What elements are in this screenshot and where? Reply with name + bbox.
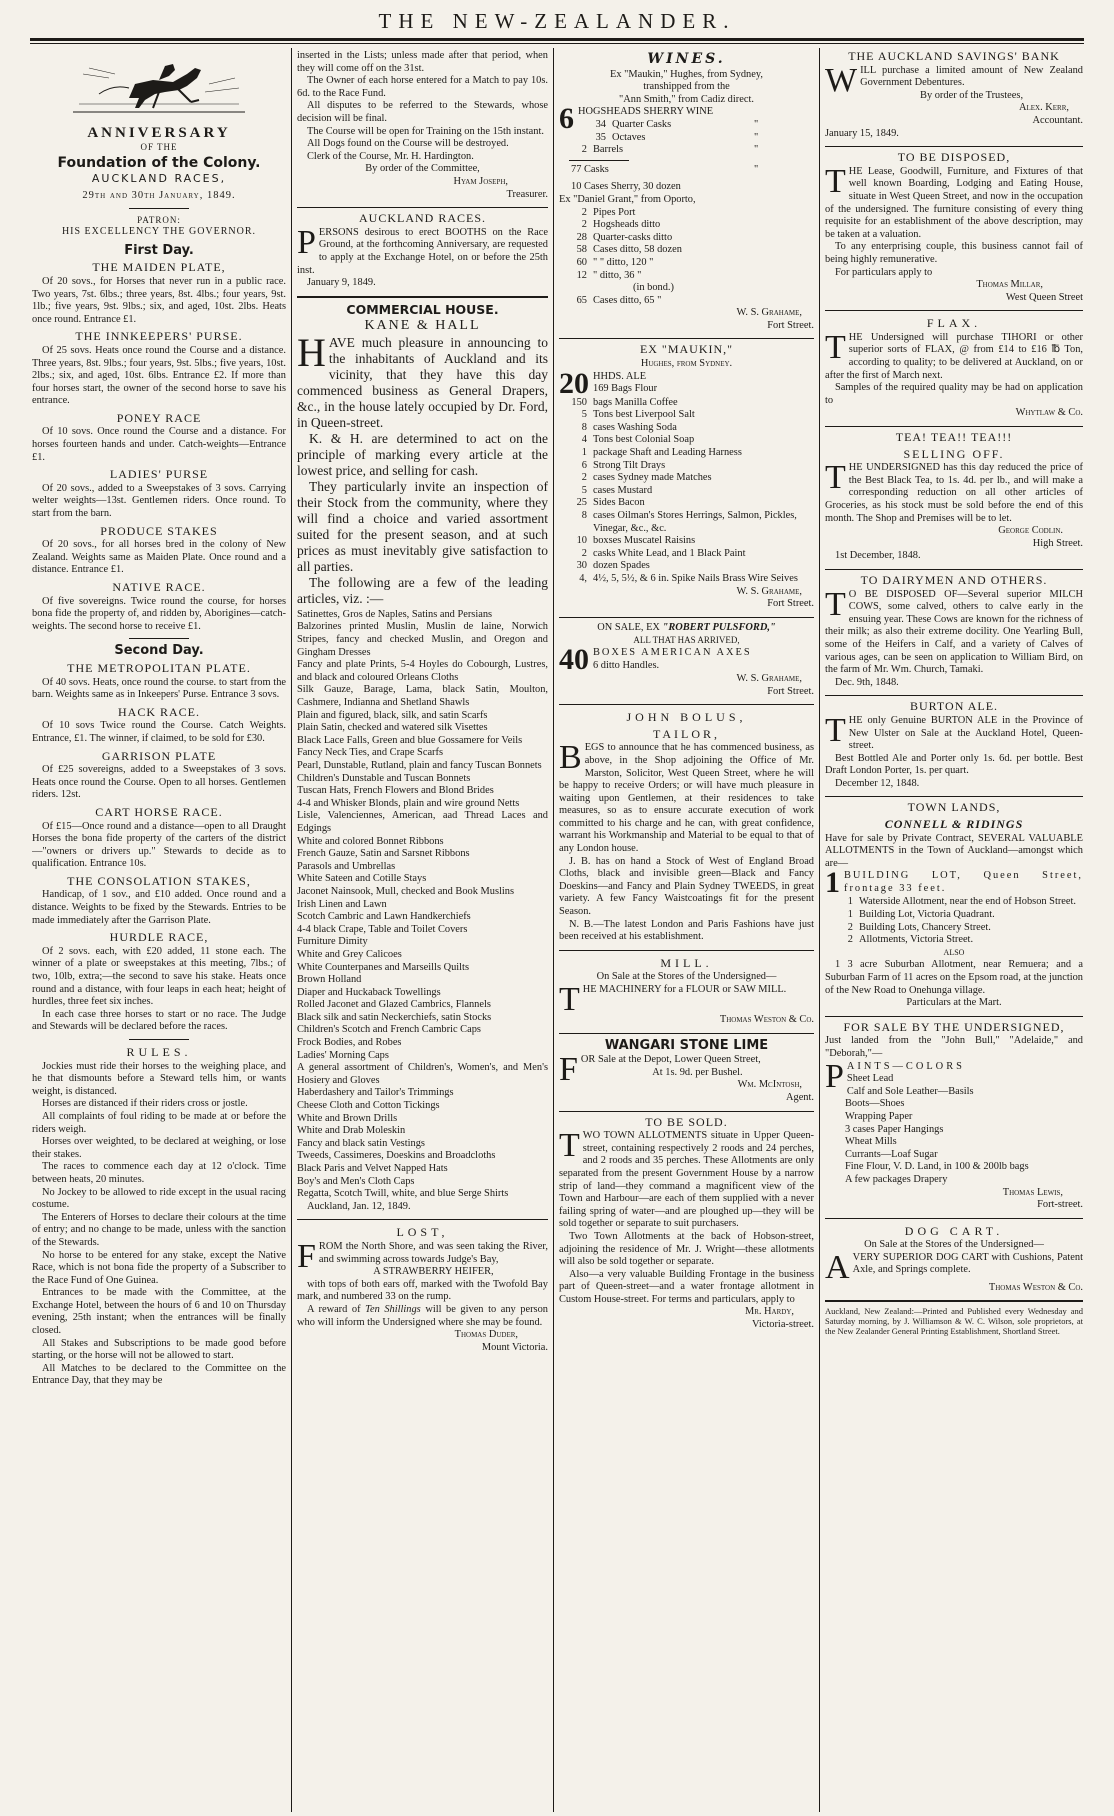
list-item: 2 Hogsheads ditto [581, 219, 661, 231]
list-item: 4-4 black Crape, Table and Toilet Covers [297, 923, 468, 935]
maukin-signature: W. S. Grahame, [736, 585, 802, 597]
tea-text: THE UNDERSIGNED has this day reduced the price of the Best Black Tea, to 1s. 4d. per lb., and will make a corresponding reduction on all other articles of Groceries, as his stock must be sold before the end of this month. The Shop and Premises will be to let. [825, 459, 1083, 524]
column-rule-1 [291, 48, 292, 1812]
divider [297, 207, 548, 208]
port-list [559, 207, 814, 308]
rule-item: All Matches to be declared to the Committee on the Entrance Day, that they may be [32, 1362, 286, 1387]
dropcap: F [559, 1051, 578, 1089]
list-item: 1 Building Lot, Victoria Quadrant. [847, 909, 995, 921]
divider [825, 695, 1083, 696]
list-item: Black silk and satin Neckerchiefs, satin Stocks [297, 1011, 492, 1023]
rules-heading: RULES. [126, 1045, 192, 1059]
garrison-text: Of £25 sovereigns, added to a Sweepstakes of 3 sovs. Heats once round the Course. Open to all horses. Gentlemen riders. 12st. [32, 764, 286, 801]
maukin-heading: EX "MAUKIN," [639, 342, 734, 357]
produce-heading: PRODUCE STAKES [100, 523, 218, 538]
divider [129, 638, 189, 639]
to-be-disposed-heading: TO BE DISPOSED, [897, 150, 1011, 165]
list-item: Pearl, Dunstable, Rutland, plain and fancy Tuscan Bonnets [297, 760, 542, 771]
quantity-numeral: 1 [825, 866, 840, 900]
produce-text: Of 20 sovs., for all horses bred in the colony of New Zealand. Weights same as Maiden Plate. Once round and a distance. Entrance £1. [32, 539, 286, 576]
savings-bank-role: Accountant. [1032, 114, 1083, 126]
committee-order: By order of the Committee, [365, 163, 480, 175]
rule-item: No Jockey to be allowed to ride except in the usual racing costume. [32, 1186, 286, 1211]
rule-item: All complaints of foul riding to be made at or before the riders weigh. [32, 1110, 286, 1135]
list-item: Black Paris and Velvet Napped Hats [297, 1163, 448, 1174]
patron-name: HIS EXCELLENCY THE GOVERNOR. [61, 226, 257, 238]
list-item: Cheese Cloth and Cotton Tickings [297, 1100, 440, 1112]
dropcap: T [559, 981, 580, 1018]
particulars-at-mart: Particulars at the Mart. [906, 997, 1002, 1009]
dropcap: P [297, 223, 316, 261]
booths-text: PERSONS desirous to erect BOOTHS on the Race Ground, at the forthcoming Anniversary, are requested to apply at the Exchange Hotel, on or before the 25th inst. [297, 223, 548, 276]
connell-ridings-heading: CONNELL & RIDINGS [884, 817, 1024, 832]
poney-text: Of 10 sovs. Once round the Course and a distance. For horses fourteen hands and under. Catch-weights—Entrance £1. [32, 426, 286, 463]
to-be-sold-heading: TO BE SOLD. [645, 1114, 728, 1129]
burton-ale-date: December 12, 1848. [835, 777, 920, 789]
list-item: 2 casks White Lead, and 1 Black Paint [581, 547, 746, 559]
consolation-text: Handicap, of 1 sov., and £10 added. Once round and a distance. Weights to be fixed by the Stewards. Entries to be made immediately after the Garrison Plate. [32, 889, 286, 926]
maukin-ale: HHDS. ALE [593, 370, 647, 382]
list-item: Fancy and black satin Vestings [297, 1137, 425, 1149]
rule-item: Jockies must ride their horses to the weighing place, and he that dismounts before a Steward tells him, or wants weight, is distanced. [32, 1060, 286, 1097]
pulsford-handles: 6 ditto Handles. [593, 659, 660, 671]
list-item: 4-4 and Whisker Blonds, plain and wire ground Netts [297, 797, 520, 809]
divider [825, 146, 1083, 147]
metropolitan-heading: THE METROPOLITAN PLATE. [67, 660, 251, 675]
poney-heading: PONEY RACE [116, 410, 202, 425]
metropolitan-text: Of 40 sovs. Heats, once round the course. to start from the barn. Weights same as in Inkeepers' Purse. Entrance 3 sovs. [32, 676, 286, 701]
list-item: 150 bags Manilla Coffee [571, 396, 678, 408]
horse-race-illustration [32, 54, 286, 121]
maiden-plate-heading: THE MAIDEN PLATE, [92, 260, 226, 275]
divider [297, 1219, 548, 1220]
divider [825, 1016, 1083, 1017]
to-be-sold-place: Victoria-street. [752, 1319, 814, 1331]
first-day-heading: First Day. [124, 242, 194, 258]
divider [569, 160, 629, 161]
list-item: Plain and figured, black, silk, and satin Scarfs [297, 709, 488, 721]
second-day-heading: Second Day. [114, 643, 204, 659]
building-lot: BUILDING LOT, Queen Street, frontage 33 feet. [844, 870, 1083, 895]
burton-ale-heading: BURTON ALE. [909, 699, 999, 714]
dropcap: B [559, 739, 582, 777]
list-item: Wrapping Paper [845, 1110, 913, 1122]
tea-date: 1st December, 1848. [835, 550, 921, 562]
rules-continued: The Course will be open for Training on the 15th instant. [307, 125, 544, 137]
treasurer-role: Treasurer. [506, 188, 548, 200]
garrison-heading: GARRISON PLATE [101, 748, 217, 763]
dropcap: F [297, 1237, 316, 1275]
list-item: 2 Building Lots, Chancery Street. [847, 921, 991, 933]
list-item: Silk Gauze, Barage, Lama, black Satin, Moulton, Cashmere, Indianna and Shetland Shawls [297, 684, 548, 709]
dairymen-heading: TO DAIRYMEN AND OTHERS. [860, 572, 1048, 587]
wines-oporto: Ex "Daniel Grant," from Oporto, [559, 193, 696, 205]
list-item: Fine Flour, V. D. Land, in 100 & 200lb bags [845, 1161, 1029, 1173]
maukin-list [559, 397, 814, 586]
divider [559, 1111, 814, 1112]
column-3 [559, 50, 814, 1810]
wangari-heading: WANGARI STONE LIME [604, 1037, 769, 1053]
masthead-rule [30, 38, 1084, 41]
list-item: Regatta, Scotch Twill, white, and blue Serge Shirts [297, 1188, 509, 1200]
burton-ale-text: THE only Genuine BURTON ALE in the Province of New Ulster on Sale at the Auckland Hotel, Queen-street. [825, 711, 1083, 752]
column-4 [825, 50, 1083, 1810]
cart-horse-text: Of £15—Once round and a distance—open to all Draught Horses the bona fide property of the carters of the district—"owners or drivers up." Stewards to decide as to qualification. Entrance 10s. [32, 820, 286, 870]
town-lands-heading: TOWN LANDS, [907, 800, 1001, 815]
dropcap: W [825, 61, 858, 99]
booths-heading: AUCKLAND RACES. [358, 211, 486, 226]
mill-subheading: On Sale at the Stores of the Undersigned— [596, 971, 777, 983]
kane-hall-ad: HAVE much pleasure in announcing to the inhabitants of Auckland and its vicinity, that they have this day commenced business as General Drapers, &c., in the house lately occupied by Dr. Ford, in Queen-street. K. & H. are determined to act on the principle of marking every article at the lowest price, and selling for cash. They particularly invite an inspection of their Stock from the community, where they will find a choice and varied assortment suited for the present season, and at such prices as must inevitably give satisfaction to all parties. The following are a few of the leading articles, viz. :— [297, 329, 548, 606]
savings-bank-signature: Alex. Kerr, [1018, 102, 1069, 114]
for-sale-heading: FOR SALE BY THE UNDERSIGNED, [843, 1019, 1065, 1034]
for-sale-place: Fort-street. [1037, 1199, 1083, 1211]
list-item: 60 " " ditto, 120 " [576, 256, 654, 268]
wines-sherry: 10 Cases Sherry, 30 dozen [571, 181, 681, 193]
savings-bank-text: WILL purchase a limited amount of New Zealand Government Debentures. [825, 61, 1083, 99]
lost-place: Mount Victoria. [481, 1341, 548, 1353]
rules-continued: All Dogs found on the Course will be destroyed. [307, 138, 509, 150]
pulsford-heading: ON SALE, EX "ROBERT PULSFORD," [597, 621, 776, 633]
list-item: 2 Allotments, Victoria Street. [847, 934, 974, 946]
list-item: Irish Linen and Lawn [297, 898, 387, 910]
list-item: Satinettes, Gros de Naples, Satins and Persians [297, 608, 493, 620]
to-be-sold-frontage: Also—a very valuable Building Frontage in the business part of Queen-street—and a water frontage allotment in Custom House-street. For terms and particulars, apply to [559, 1268, 814, 1305]
savings-bank-order: By order of the Trustees, [920, 89, 1024, 101]
divider [825, 1218, 1083, 1219]
lost-heifer: A STRAWBERRY HEIFER, [373, 1266, 494, 1278]
wines-signature: W. S. Grahame, [736, 307, 802, 319]
list-item: 28 Quarter-casks ditto [576, 231, 673, 243]
list-item: White and Drab Moleskin [297, 1125, 406, 1137]
commercial-house-heading: COMMERCIAL HOUSE. [346, 301, 499, 317]
quantity-numeral: 40 [559, 642, 589, 676]
list-item: A few packages Drapery [845, 1173, 948, 1185]
list-item: 5 cases Mustard [581, 484, 653, 496]
list-item: 4, 4½, 5, 5½, & 6 in. Spike Nails Brass Wire Seives [579, 572, 798, 584]
list-item: 3 cases Paper Hangings [845, 1123, 944, 1135]
auckland-races-heading: AUCKLAND RACES, [91, 172, 227, 186]
list-item: Jaconet Nainsook, Mull, checked and Book Muslins [297, 885, 515, 897]
list-item: Scotch Cambric and Lawn Handkerchiefs [297, 911, 471, 923]
to-be-sold-signature: Mr. Hardy, [744, 1306, 794, 1318]
lost-heading: LOST, [396, 1225, 449, 1240]
tea-heading: TEA! TEA!! TEA!!! [895, 430, 1013, 445]
list-item: Fancy and plate Prints, 5-4 Hoyles do Cobourgh, Lustres, and black and coloured Orleans Cloths [297, 659, 548, 683]
hack-text: Of 10 sovs Twice round the Course. Catch Weights. Entrance, £1. The winner, if claimed, to be sold for £30. [32, 720, 286, 744]
imprint: Auckland, New Zealand:—Printed and Published every Wednesday and Saturday morning, by J. Williamson & W. C. Wilson, sole proprietors, at the New Zealander General Printing Establishment, Shortland Street. [825, 1306, 1083, 1337]
list-item: A general assortment of Children's, Women's, and Men's Hosiery and Gloves [297, 1062, 548, 1086]
list-item: Children's Dunstable and Tuscan Bonnets [297, 772, 471, 784]
rule-item: No horse to be entered for any stake, except the Native Race, which is not bona fide the property of a Subscriber to the Race Fund of One Guinea. [32, 1249, 286, 1286]
dog-cart-text: AVERY SUPERIOR DOG CART with Cushions, Patent Axle, and Springs complete. [825, 1248, 1083, 1286]
list-item: 65 Cases ditto, 65 " [576, 294, 662, 306]
dog-cart-subheading: On Sale at the Stores of the Undersigned— [864, 1239, 1044, 1251]
list-item: 8 cases Oilman's Stores Herrings, Salmon, Pickles, Vinegar, &c., &c. [581, 510, 797, 534]
list-item: Fancy Neck Ties, and Crape Scarfs [297, 747, 444, 759]
divider [825, 310, 1083, 311]
rule-item: The races to commence each day at 12 o'clock. Time between heats, 20 minutes. [32, 1161, 286, 1185]
dropcap: T [825, 585, 846, 623]
mill-heading: MILL. [660, 955, 713, 970]
list-item: Tweeds, Cassimeres, Doeskins and Broadcloths [297, 1150, 496, 1162]
booths-date: January 9, 1849. [307, 277, 376, 289]
list-item: 25 Sides Bacon [576, 497, 645, 509]
lost-text: FROM the North Shore, and was seen taking the River, and swimming across towards Judge's Bay, [297, 1237, 548, 1275]
dropcap: T [559, 1127, 580, 1165]
list-item: Parasols and Umbrellas [297, 860, 396, 872]
divider [297, 296, 548, 298]
maiden-plate-text: Of 20 sovs., for Horses that never run in a public race. Two years, 7st. 6lbs.; three years, 8st. 4lbs.; four years, 9st. 1lb.; five years, 9st. 9lbs.; six, and aged, 10st. 2lbs. Heats once round. Entrance £1. [32, 275, 286, 325]
dog-cart-signature: Thomas Weston & Co. [988, 1281, 1083, 1293]
mill-signature: Thomas Weston & Co. [719, 1014, 814, 1025]
flax-signature: Whytlaw & Co. [1015, 407, 1083, 419]
kane-hall-heading: KANE & HALL [364, 318, 481, 334]
flax-samples: Samples of the required quality may be had on application to [825, 382, 1083, 406]
list-item: 34 Quarter Casks " [595, 118, 759, 130]
list-item: Calf and Sole Leather—Basils [846, 1085, 974, 1097]
column-1 [32, 50, 286, 1810]
for-sale-list [825, 1073, 1083, 1186]
for-sale-ships: Just landed from the "John Bull," "Adelaide," and "Deborah,"— [825, 1035, 1083, 1059]
to-be-disposed-text: THE Lease, Goodwill, Furniture, and Fixtures of that well known Boarding, Lodging and Eating House, situate in West Queen Street, and now in the occupation of the undersigned. The furniture consisting of every thing requisite for an establishment of the above description, may be taken at a valuation. [825, 162, 1083, 240]
to-be-disposed-place: West Queen Street [1005, 291, 1083, 303]
divider [129, 1039, 189, 1040]
lost-reward: A reward of Ten Shillings will be given to any person who will inform the Undersigned where she may be found. [297, 1303, 548, 1328]
rule-item: Horses over weighted, to be declared at weighing, or lose their stakes. [32, 1136, 286, 1160]
wangari-role: Agent. [786, 1091, 814, 1103]
innkeepers-text: Of 25 sovs. Heats once round the Course and a distance. Three years, 8st. 9lbs.; four years, 9st. 5lbs.; five years, 10st. 2lbs.; six, and aged, 10st. 6lbs. Entrance £2. If more than four horses start, the owner of the second horse to save his entrance. [32, 344, 286, 407]
list-item: Diaper and Huckaback Towellings [297, 986, 441, 998]
mill-text: THE MACHINERY for a FLOUR or SAW MILL. [559, 981, 787, 1018]
lost-signature: Thomas Duder, [454, 1329, 518, 1341]
race-dates: 29th and 30th January, 1849. [82, 189, 236, 201]
divider [825, 796, 1083, 797]
maukin-subheading: Hughes, from Sydney. [640, 358, 733, 370]
to-be-disposed-apply: For particulars apply to [835, 266, 933, 278]
town-lands-text: Have for sale by Private Contract, SEVERAL VALUABLE ALLOTMENTS in the Town of Auckland—amongst which are— [825, 832, 1083, 869]
consolation-heading: THE CONSOLATION STAKES, [67, 873, 251, 888]
list-item: Boots—Shoes [845, 1098, 905, 1110]
pulsford-axes: BOXES AMERICAN AXES [593, 646, 752, 658]
list-item: 2 Pipes Port [581, 206, 636, 218]
dropcap: A [825, 1248, 850, 1286]
rules-continued: inserted in the Lists; unless made after that period, when they will come off on the 31st. [297, 50, 548, 74]
bolus-stock: J. B. has on hand a Stock of West of England Broad Cloths, black and invisible green—Black and Fancy Doeskins—and Fancy and Plain Sydney TWEEDS, in great variety. A few Fancy Waistcoatings fit for the present Season. [559, 855, 814, 918]
maukin-flour: 169 Bags Flour [593, 383, 658, 395]
wines-transhipped: transhipped from the [643, 81, 730, 93]
hurdle-text: Of 2 sovs. each, with £20 added, 11 stone each. The winner of a plate or sweepstakes at this meeting, 7lbs.; of two, 10lb, extra;—the second to save his stake. Heats once round and a distance, with four leaps in each heat; height of hurdles, three feet six inches. [32, 945, 286, 1008]
column-rule-3 [819, 48, 820, 1812]
divider [559, 617, 814, 618]
list-item: 6 Strong Tilt Drays [581, 459, 666, 471]
dropcap: T [825, 328, 846, 366]
list-item: 4 Tons best Colonial Soap [581, 434, 695, 446]
list-item: Sheet Lead [846, 1073, 894, 1085]
list-item: Balzorines printed Muslin, Muslin de laine, Norwich Stripes, fancy and checked Muslin, and Oregon and Gingham Dresses [297, 621, 548, 658]
bolus-heading: JOHN BOLUS, [626, 710, 747, 725]
divider [825, 1300, 1083, 1302]
wangari-text: FOR Sale at the Depot, Lower Queen Street, [559, 1051, 761, 1089]
list-item: Brown Holland [297, 974, 362, 986]
list-item: White Counterpanes and Marseills Quilts [297, 961, 469, 973]
to-be-sold-hobson: Two Town Allotments at the back of Hobson-street, adjoining the residence of Mr. J. Wright—these allotments will also be sold together or separate. [559, 1230, 814, 1268]
wines-origin: "Ann Smith," from Cadiz direct. [619, 93, 754, 105]
list-item: Tuscan Hats, French Flowers and Blond Brides [297, 785, 494, 797]
list-item: 35 Octaves " [595, 131, 759, 143]
also-label: ALSO [943, 947, 965, 957]
innkeepers-heading: THE INNKEEPERS' PURSE. [75, 329, 243, 344]
column-2 [297, 50, 548, 1810]
list-item: Rolled Jaconet and Glazed Cambrics, Flannels [297, 999, 491, 1011]
bolus-text: BEGS to announce that he has commenced business, as above, in the Shop adjoining the Office of Mr. Marston, Solicitor, West Queen Street, where he will be happy to receive Orders; or will have much pleasure in waiting upon Gentlemen, at their residences to take measures, so as to ensure accurate execution of work committed to his charge and he can, with great confidence, warrant his Workmanship and Material to be equal to that of any London house. [559, 739, 814, 855]
list-item: 30 dozen Spades [576, 560, 650, 572]
native-heading: NATIVE RACE. [112, 580, 206, 594]
list-item: White and colored Bonnet Ribbons [297, 835, 444, 847]
dropcap: T [825, 162, 846, 200]
to-be-disposed-couple: To any enterprising couple, this business cannot fail of being highly remunerative. [825, 241, 1083, 265]
savings-bank-date: January 15, 1849. [825, 127, 899, 139]
divider [129, 208, 189, 209]
pulsford-subheading: ALL THAT HAS ARRIVED, [633, 635, 740, 646]
rule-item: Entrances to be made with the Committee, at the Exchange Hotel, between the hours of 6 and 10 on Thursday evening, 25th instant; when the entrances will be finally closed. [32, 1287, 286, 1337]
foundation-heading: Foundation of the Colony. [57, 154, 261, 171]
dropcap: P [825, 1057, 844, 1095]
flax-text: THE Undersigned will purchase TIHORI or other superior sorts of FLAX, @ from £14 to £16 ℔ Ton, according to quality; to be delivered at Auckland, on or after the first of March next. [825, 328, 1083, 381]
divider [559, 338, 814, 339]
tea-signature: George Codlin. [998, 525, 1063, 537]
list-item: Plain Satin, checked and watered silk Visettes [297, 722, 488, 734]
lands-list [825, 896, 1083, 946]
heats-text: In each case three horses to start or no race. The Judge and Stewards will be declared before the races. [32, 1008, 286, 1033]
list-item: 2 cases Sydney made Matches [581, 472, 712, 484]
hurdle-heading: HURDLE RACE, [109, 930, 209, 945]
list-item: White Sateen and Cotille Stays [297, 873, 427, 885]
bolus-fashions: N. B.—The latest London and Paris Fashions have just been received at his establishment. [559, 918, 814, 943]
divider [825, 569, 1083, 570]
list-item: 8 cases Washing Soda [581, 421, 677, 433]
to-be-disposed-signature: Thomas Millar, [976, 279, 1043, 291]
cart-horse-heading: CART HORSE RACE. [95, 804, 223, 819]
dropcap: T [825, 711, 846, 749]
kane-hall-date: Auckland, Jan. 12, 1849. [307, 1200, 411, 1212]
list-item: 1 package Shaft and Leading Harness [581, 447, 742, 459]
flax-heading: FLAX. [926, 316, 982, 331]
quantity-numeral: 6 [559, 102, 574, 136]
to-be-sold-text: TWO TOWN ALLOTMENTS situate in Upper Queen-street, containing respectively 2 roods and 24 perches, and 2 roods and 35 perches. These Allotments are only separated from the present Government House by a narrow strip of land—they command a magnificent view of the Town and Harbour—are each of them supplied with a never failing spring of water—and are ploughed up—they will be sold together or separate to suit purchasers. [559, 1127, 814, 1230]
list-item: 5 Tons best Liverpool Salt [581, 409, 695, 421]
list-item: Black Lace Falls, Green and blue Gossamere for Veils [297, 734, 523, 746]
list-item: Currants—Loaf Sugar [845, 1148, 938, 1160]
suburban-allotment: 1 3 acre Suburban Allotment, near Remuera; and a Suburban Farm of 11 acres on the Epsom road, at the junction of the New Road to Onehunga village. [825, 959, 1083, 996]
wine-list [559, 119, 814, 157]
list-item: Haberdashery and Tailor's Trimmings [297, 1087, 454, 1099]
pulsford-signature: W. S. Grahame, [736, 672, 802, 684]
tea-place: High Street. [1032, 537, 1083, 549]
rule-item: The Enterers of Horses to declare their colours at the time of entry; and no change to be made, unless with the sanction of the Stewards. [32, 1211, 286, 1248]
lost-description: with tops of both ears off, marked with the Twofold Bay mark, and numbered 33 on the rump. [297, 1278, 548, 1303]
wines-ship: Ex "Maukin," Hughes, from Sydney, [610, 68, 763, 80]
articles-list [297, 609, 548, 1201]
list-item: Lisle, Valenciennes, American, aad Thread Laces and Edgings [297, 810, 548, 834]
divider [559, 704, 814, 705]
pulsford-place: Fort Street. [767, 685, 814, 697]
wangari-price: At 1s. 9d. per Bushel. [652, 1066, 743, 1078]
divider [559, 1033, 814, 1034]
list-item: Wheat Mills [845, 1136, 897, 1148]
of-the-label: OF THE [140, 142, 178, 153]
hack-heading: HACK RACE. [117, 704, 200, 719]
list-item: 12 " ditto, 36 " [576, 269, 642, 281]
quantity-numeral: 20 [559, 366, 589, 400]
dropcap: H [297, 329, 326, 375]
list-item: 1 Waterside Allotment, near the end of Hobson Street. [847, 896, 1077, 908]
divider [559, 950, 814, 951]
wines-hogsheads: HOGSHEADS SHERRY WINE [578, 106, 714, 118]
burton-ale-prices: Best Bottled Ale and Porter only 1s. 6d. per bottle. Best Draft London Porter, 1s. per quart. [825, 752, 1083, 777]
dropcap: T [825, 459, 846, 497]
list-item: 2 Barrels " [581, 144, 759, 156]
rules-continued: All disputes to be referred to the Stewards, whose decision will be final. [297, 100, 548, 124]
treasurer-name: Hyam Joseph, [453, 175, 508, 187]
bolus-subheading: TAILOR, [652, 726, 721, 741]
list-item: White and Grey Calicoes [297, 948, 402, 960]
dog-cart-heading: DOG CART. [904, 1223, 1004, 1238]
wines-heading: WINES. [647, 51, 726, 67]
rule-item: Horses are distanced if their riders cross or jostle. [42, 1098, 248, 1110]
wines-total: 77 Casks " [571, 163, 759, 175]
savings-bank-heading: THE AUCKLAND SAVINGS' BANK [848, 50, 1060, 63]
dairymen-text: T O BE DISPOSED OF—Several superior MILCH COWS, some calved, others to calve early in the ensuing year. These Cows are known for the richness of their milk; as also their extreme docility. One Yearling Bull, some of the Heifers in Calf, and a variety of Calves of various ages, can be seen on application to William Bird, on the farm of Mr. Wm. Church, Tamaki. [825, 585, 1083, 676]
list-item: Ladies' Morning Caps [297, 1049, 389, 1061]
masthead: THE NEW-ZEALANDER. [378, 9, 736, 33]
list-item: 58 Cases ditto, 58 dozen [576, 244, 682, 256]
paints-colors: AINTS—COLORS [846, 1060, 965, 1072]
column-rule-2 [553, 48, 554, 1812]
wangari-signature: Wm. McIntosh, [737, 1079, 802, 1091]
wines-place: Fort Street. [767, 319, 814, 331]
list-item: (in bond.) [633, 282, 674, 294]
rule-item: All Stakes and Subscriptions to be made good before starting, or the horse will not be allowed to start. [32, 1337, 286, 1362]
native-text: Of five sovereigns. Twice round the course, for horses bona fide the property of, and ridden by, Aborigines—catch-weights. The second horse to receive £1. [32, 595, 286, 632]
list-item: Children's Scotch and French Cambric Caps [297, 1024, 481, 1036]
list-item: French Gauze, Satin and Sarsnet Ribbons [297, 848, 470, 860]
ladies-heading: LADIES' PURSE [109, 467, 209, 482]
ladies-text: Of 20 sovs., added to a Sweepstakes of 3 sovs. Carrying welter weights—13st. Gentlemen riders. Once round. To start from the barn. [32, 482, 286, 520]
masthead-rule-thin [30, 43, 1084, 44]
patron-label: PATRON: [137, 214, 181, 225]
list-item: White and Brown Drills [297, 1112, 398, 1124]
clerk-of-course: Clerk of the Course, Mr. H. Hardington. [307, 150, 474, 162]
rules-continued: The Owner of each horse entered for a Match to pay 10s. 6d. to the Race Fund. [297, 75, 548, 99]
for-sale-signature: Thomas Lewis, [1002, 1186, 1063, 1198]
list-item: 10 boxses Muscatel Raisins [576, 535, 696, 547]
maukin-place: Fort Street. [767, 598, 814, 610]
list-item: Frock Bodies, and Robes [297, 1037, 402, 1049]
divider [825, 426, 1083, 427]
list-item: Boy's and Men's Cloth Caps [297, 1175, 415, 1187]
anniversary-title: ANNIVERSARY [87, 124, 231, 141]
selling-off-heading: SELLING OFF. [903, 446, 1005, 461]
list-item: Furniture Dimity [297, 936, 368, 948]
dairymen-date: Dec. 9th, 1848. [835, 676, 899, 688]
